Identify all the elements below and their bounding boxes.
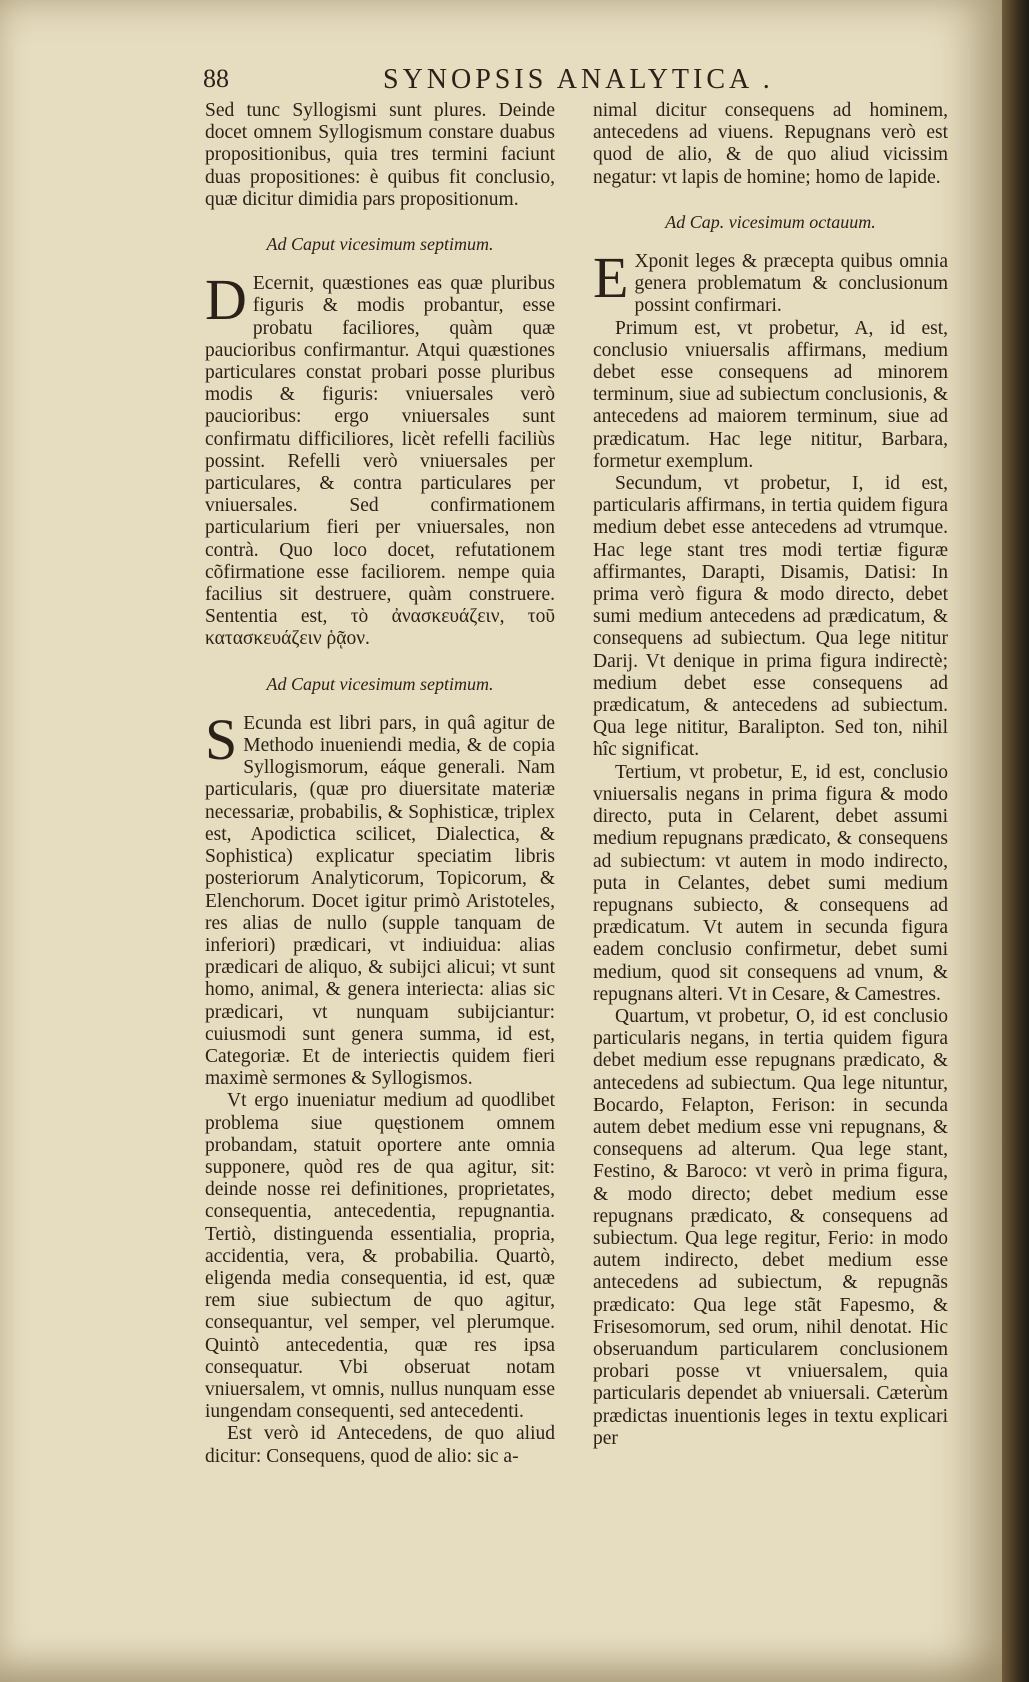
right-paragraph-6: Quartum, vt probetur, O, id est conclusio particularis negans, in tertia quidem figura debet medium esse repugnans prædicato, & antecedens ad subiectum. Qua lege nituntur, Bocardo, Felapton, Ferison: in secunda autem debet medium esse vni repugnans, & consequens ad alterum. Qua lege stant, Festino, & Baroco: vt verò in prima figura, & modo directo; debet medium esse repugnans prædicato, & consequens ad subiectum. Qua lege regitur, Ferio: in modo autem indirecto, debet medium esse antecedens ad subiectum, & repugnãs prædicato: Qua lege stãt Fapesmo, & Frisesomorum, sed orum, nihil denotat. Hic obseruandum particularem conclusionem probari posse vt vniuersalem, quia particularis dependet ab vniuersali. Cæterùm prædictas inuentionis leges in textu explicari per <box>593 1005 948 1449</box>
left-paragraph-4: Vt ergo inueniatur medium ad quodlibet problema siue quęstionem omnem probandam, statuit oportere ante omnia supponere, quòd res de qua agitur, sit: deinde nosse rei definitiones, proprietates, consequentia, antecedentia, repugnantia. Tertiò, distinguenda essentialia, propria, accidentia, vera, & probabilia. Quartò, eligenda media consequentia, id est, quæ rem siue subiectum de quo agitur, consequantur, vel semper, vel plerumque. Quintò antecedentia, quæ res ipsa consequatur. Vbi obseruat notam vniuersalem, vt omnis, nullus nunquam esse iungendam consequenti, sed antecedenti. <box>205 1090 555 1423</box>
left-paragraph-5: Est verò id Antecedens, de quo aliud dicitur: Consequens, quod de alio: sic a- <box>205 1423 555 1467</box>
right-paragraph-1: nimal dicitur consequens ad hominem, antecedens ad viuens. Repugnans verò est quod de alio, & de quo aliud vicissim negatur: vt lapis de homine; homo de lapide. <box>593 100 948 188</box>
right-paragraph-5: Tertium, vt probetur, E, id est, conclusio vniuersalis negans in prima figura & modo directo, puta in Celarent, debet assumi medium repugnans prædicato, & consequens ad subiectum: vt autem in modo indirecto, puta in Celantes, debet sumi medium repugnans subiecto, & consequens ad prædicatum. Vt autem in secunda figura eadem conclusio confirmetur, debet sumi medium, quod sit consequens ad vnum, & repugnans alteri. Vt in Cesare, & Camestres. <box>593 761 948 1005</box>
right-heading-1: Ad Cap. vicesimum octauum. <box>665 211 876 232</box>
right-paragraph-3: Primum est, vt probetur, A, id est, conclusio vniuersalis affirmans, medium debet esse consequens ad minorem terminum, siue ad subiectum conclusionis, & antecedens ad maiorem terminum, siue ad prædicatum. Hac lege nititur, Barbara, formetur exemplum. <box>593 317 948 472</box>
running-head: SYNOPSIS ANALYTICA . <box>383 64 774 95</box>
page-number: 88 <box>203 64 229 93</box>
book-gutter <box>1002 0 1029 1682</box>
left-heading-1: Ad Caput vicesimum septimum. <box>266 234 494 255</box>
left-heading-2: Ad Caput vicesimum septimum. <box>266 673 494 694</box>
right-column <box>593 100 948 1450</box>
left-paragraph-1: Sed tunc Syllogismi sunt plures. Deinde docet omnem Syllogismum constare duabus propositionibus, quia tres termini faciunt duas propositiones: è quibus fit conclusio, quæ dicitur dimidia pars propositionum. <box>205 100 555 210</box>
left-paragraph-3: SEcunda est libri pars, in quâ agitur de Methodo inueniendi media, & de copia Syllogismorum, eáque generali. Nam particularis, (quæ pro diuersitate materiæ necessariæ, probabilis, & Sophisticæ, triplex est, Apodictica scilicet, Dialectica, & Sophistica) explicatur speciatim libris posteriorum Analyticorum, Topicorum, & Elenchorum. Docet igitur primò Aristoteles, res alias de nullo (supple tanquam de inferiori) prædicari, vt indiuidua: alias prædicari de aliquo, & subijci alicui; vt sunt homo, animal, & genera interiecta: alias sic prædicari, vt nunquam subijciantur: cuiusmodi sunt genera summa, id est, Categoriæ. Et de interiectis quidem fieri maximè sermones & Syllogismos. <box>205 706 555 1090</box>
right-paragraph-2: EXponit leges & præcepta quibus omnia genera problematum & conclusionum possint confirmari. <box>593 245 948 317</box>
left-paragraph-2: DEcernit, quæstiones eas quæ pluribus figuris & modis probantur, esse probatu faciliores, quàm quæ paucioribus confirmantur. Atqui quæstiones particulares constat probari posse pluribus modis & figuris: vniuersales verò paucioribus: ergo vniuersales sunt confirmatu difficiliores, licèt refelli faciliùs possint. Refelli verò vniuersales per particulares, & contra particulares per vniuersales. Sed confirmationem particularium fieri per vniuersales, non contrà. Quo loco docet, refutationem cõfirmatione esse faciliorem. nempe quia facilius sit destruere, quàm construere. Sententia est, τὸ ἀνασκευάζειν, τοῦ κατασκευάζειν ῥᾷον. <box>205 267 555 650</box>
page-header <box>203 64 774 98</box>
right-paragraph-4: Secundum, vt probetur, I, id est, particularis affirmans, in tertia quidem figura medium debet esse antecedens ad vtrumque. Hac lege stant tres modi tertiæ figuræ affirmantes, Darapti, Disamis, Datisi: In prima verò figura & modo directo, debet sumi medium antecedens ad prædicatum, & consequens ad subiectum. Qua lege nititur Darij. Vt denique in prima figura indirectè; medium debet esse consequens ad prædicatum, & antecedens ad subiectum. Qua lege nititur, Baralipton. Sed ton, nihil hîc significat. <box>593 473 948 761</box>
left-column <box>205 100 555 1468</box>
